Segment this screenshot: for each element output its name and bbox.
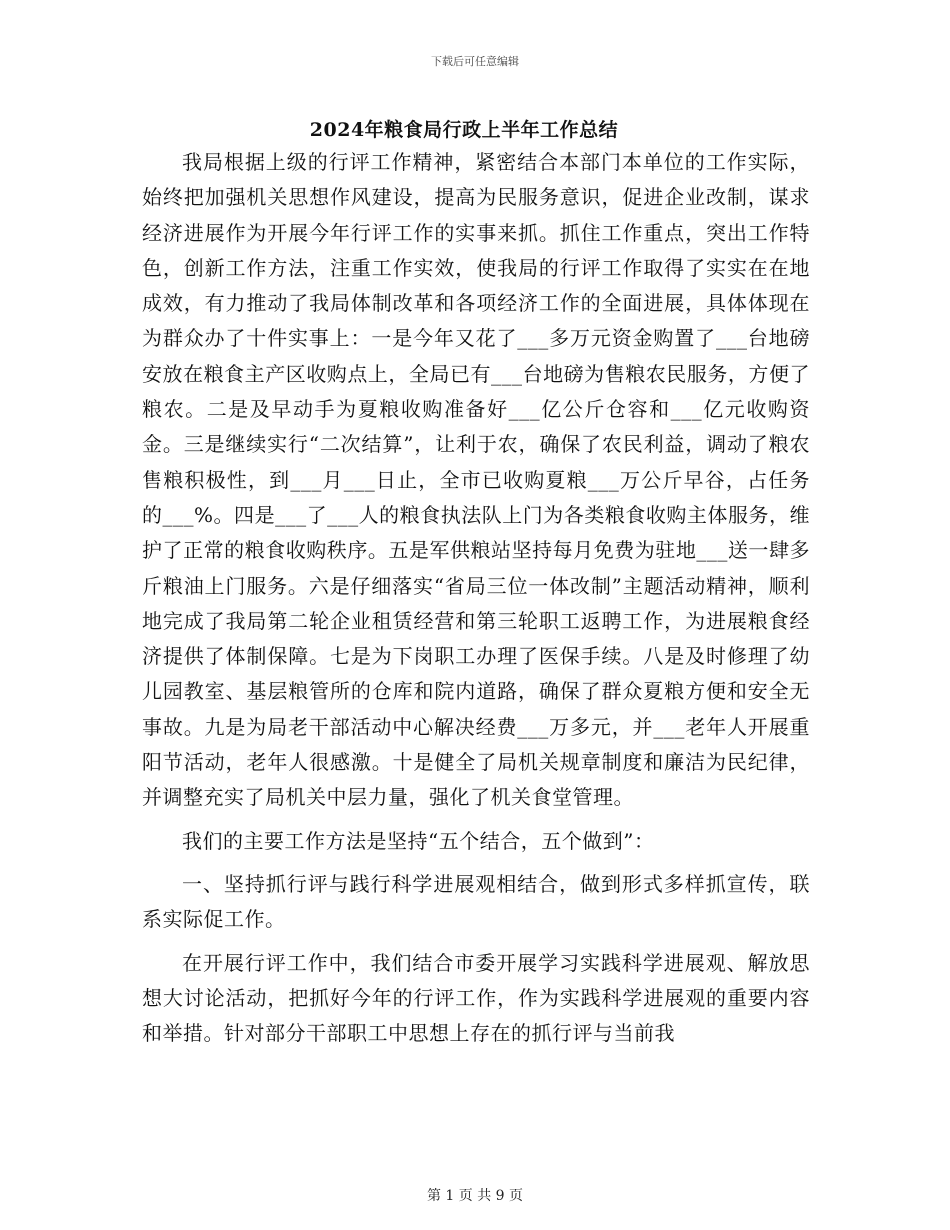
document-title: 2024年粮食局行政上半年工作总结 — [309, 119, 619, 141]
paragraph-intro: 我局根据上级的行评工作精神，紧密结合本部门本单位的工作实际，始终把加强机关思想作风建设，提高为民服务意识，促进企业改制，谋求经济进展作为开展今年行评工作的实事来抓。抓住工作重点，突出工作特色，创新工作方法，注重工作实效，使我局的行评工作取得了实实在在地成效，有力推动了我局体制改革和各项经济工作的全面进展，具体体现在为群众办了十件实事上：一是今年又花了___多万元资金购置了___台地磅安放在粮食主产区收购点上，全局已有___台地磅为售粮农民服务，方便了粮农。二是及早动手为夏粮收购准备好___亿公斤仓容和___亿元收购资金。三是继续实行“二次结算”，让利于农，确保了农民利益，调动了粮农售粮积极性，到___月___日止，全市已收购夏粮___万公斤早谷，占任务的___%。四是___了___人的粮食执法队上门为各类粮食收购主体服务，维护了正常的粮食收购秩序。五是军供粮站坚持每月免费为驻地___送一肆多斤粮油上门服务。六是仔细落实“省局三位一体改制”主题活动精神，顺利地完成了我局第二轮企业租赁经营和第三轮职工返聘工作，为进展粮食经济提供了体制保障。七是为下岗职工办理了医保手续。八是及时修理了幼儿园教室、基层粮管所的仓库和院内道路，确保了群众夏粮方便和安全无事故。九是为局老干部活动中心解决经费___万多元，并___老年人开展重阳节活动，老年人很感激。十是健全了局机关规章制度和廉洁为民纪律，并调整充实了局机关中层力量，强化了机关食堂管理。 — [142, 150, 810, 810]
page-header-note: 下载后可任意编辑 — [431, 55, 519, 68]
paragraph-section-one-heading: 一、坚持抓行评与践行科学进展观相结合，做到形式多样抓宣传，联系实际促工作。 — [142, 871, 810, 932]
paragraph-methods: 我们的主要工作方法是坚持“五个结合，五个做到”： — [182, 828, 655, 853]
page-number: 第 1 页 共 9 页 — [426, 1188, 524, 1204]
paragraph-section-one-body: 在开展行评工作中，我们结合市委开展学习实践科学进展观、解放思想大讨论活动，把抓好今年的行评工作，作为实践科学进展观的重要内容和举措。针对部分干部职工中思想上存在的抓行评与当前我 — [142, 950, 810, 1046]
document-body — [142, 145, 810, 1051]
